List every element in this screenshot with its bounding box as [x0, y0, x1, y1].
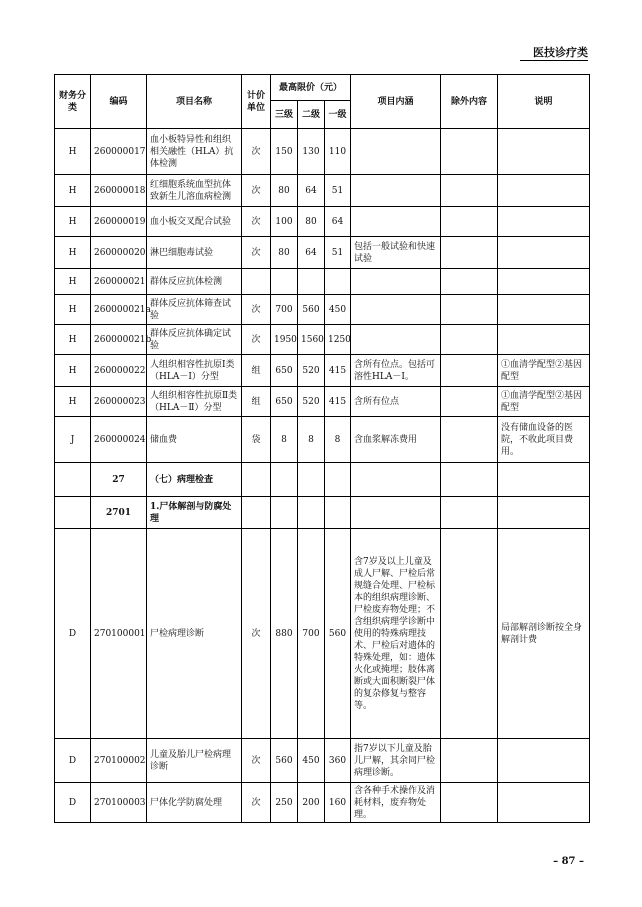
cell-category: D [55, 529, 91, 739]
cell-name: 1.尸体解剖与防腐处理 [147, 497, 242, 529]
cell-exclude [441, 129, 498, 175]
cell-code: 270100001 [91, 529, 147, 739]
cell-code: 260000024 [91, 417, 147, 463]
cell-exclude [441, 387, 498, 417]
cell-price-level2: 8 [298, 417, 325, 463]
cell-content [351, 269, 441, 295]
cell-name: 淋巴细胞毒试验 [147, 237, 242, 269]
cell-price-level1: 415 [325, 387, 351, 417]
cell-unit [242, 497, 271, 529]
cell-price-level3: 880 [271, 529, 298, 739]
cell-category: D [55, 783, 91, 823]
cell-notes [498, 237, 590, 269]
table-row [55, 497, 590, 529]
table-row [55, 387, 590, 417]
cell-notes: 没有储血设备的医院，不收此项目费用。 [498, 417, 590, 463]
cell-category [55, 497, 91, 529]
header-category: 财务分类 [55, 75, 91, 129]
cell-content: 含血浆解冻费用 [351, 417, 441, 463]
cell-category [55, 463, 91, 497]
cell-code: 27 [91, 463, 147, 497]
cell-price-level3: 700 [271, 295, 298, 325]
page-number: – 87 – [553, 856, 584, 867]
cell-price-level3: 560 [271, 739, 298, 783]
cell-category: H [55, 387, 91, 417]
cell-name: 人组织相容性抗原Ⅱ类（HLA－Ⅱ）分型 [147, 387, 242, 417]
table-row [55, 237, 590, 269]
cell-exclude [441, 417, 498, 463]
cell-content [351, 129, 441, 175]
cell-name: 儿童及胎儿尸检病理诊断 [147, 739, 242, 783]
cell-content: 含7岁及以上儿童及成人尸解、尸检后常规缝合处理、尸检标本的组织病理诊断、尸检废弃物处理；不含组织病理学诊断中使用的特殊病理技术、尸检后对遗体的特殊处理，如：遗体火化或掩埋；肢体离断或大面积断裂尸体的复杂修复与整容等。 [351, 529, 441, 739]
cell-content: 含各种手术操作及消耗材料，废弃物处理。 [351, 783, 441, 823]
cell-exclude [441, 783, 498, 823]
header-notes: 说明 [498, 75, 590, 129]
cell-content [351, 207, 441, 237]
cell-unit [242, 269, 271, 295]
header-content: 项目内涵 [351, 75, 441, 129]
cell-price-level3: 650 [271, 387, 298, 417]
table-row [55, 207, 590, 237]
cell-notes [498, 129, 590, 175]
cell-category: H [55, 295, 91, 325]
cell-price-level2: 64 [298, 175, 325, 207]
cell-price-level2: 130 [298, 129, 325, 175]
cell-unit: 次 [242, 175, 271, 207]
cell-price-level1: 8 [325, 417, 351, 463]
cell-notes: 局部解剖诊断按全身解剖计费 [498, 529, 590, 739]
cell-content: 包括一般试验和快速试验 [351, 237, 441, 269]
cell-unit: 次 [242, 783, 271, 823]
table-row [55, 295, 590, 325]
cell-price-level3: 650 [271, 355, 298, 387]
cell-price-level2: 80 [298, 207, 325, 237]
cell-price-level3: 150 [271, 129, 298, 175]
cell-content [351, 325, 441, 355]
cell-content: 指7岁以下儿童及胎儿尸解，其余同尸检病理诊断。 [351, 739, 441, 783]
header-price-group: 最高限价（元） [271, 75, 351, 101]
cell-unit: 次 [242, 739, 271, 783]
cell-exclude [441, 237, 498, 269]
cell-notes [498, 325, 590, 355]
cell-category: H [55, 237, 91, 269]
cell-category: H [55, 325, 91, 355]
cell-code: 260000022 [91, 355, 147, 387]
cell-price-level3: 250 [271, 783, 298, 823]
header-level2: 二级 [298, 101, 325, 129]
cell-category: H [55, 175, 91, 207]
cell-code: 2701 [91, 497, 147, 529]
header-level1: 一级 [325, 101, 351, 129]
cell-price-level3 [271, 463, 298, 497]
cell-price-level1 [325, 269, 351, 295]
cell-price-level1 [325, 497, 351, 529]
section-label: 医技诊疗类 [533, 46, 588, 59]
cell-price-level2: 64 [298, 237, 325, 269]
cell-price-level1 [325, 463, 351, 497]
cell-name: 人组织相容性抗原Ⅰ类（HLA－Ⅰ）分型 [147, 355, 242, 387]
cell-category: H [55, 355, 91, 387]
cell-price-level1: 51 [325, 237, 351, 269]
cell-notes: ①血清学配型②基因配型 [498, 387, 590, 417]
cell-exclude [441, 325, 498, 355]
cell-code: 270100003 [91, 783, 147, 823]
cell-name: 储血费 [147, 417, 242, 463]
cell-exclude [441, 463, 498, 497]
cell-exclude [441, 529, 498, 739]
cell-price-level2: 520 [298, 387, 325, 417]
cell-code: 260000018 [91, 175, 147, 207]
cell-price-level2: 520 [298, 355, 325, 387]
cell-price-level1: 560 [325, 529, 351, 739]
cell-notes [498, 269, 590, 295]
cell-content: 含所有位点。包括可溶性HLA－Ⅰ。 [351, 355, 441, 387]
cell-category: H [55, 129, 91, 175]
cell-code: 260000021b [91, 325, 147, 355]
cell-name: 群体反应抗体筛查试验 [147, 295, 242, 325]
cell-content: 含所有位点 [351, 387, 441, 417]
table-row [55, 129, 590, 175]
cell-unit: 次 [242, 207, 271, 237]
cell-notes [498, 783, 590, 823]
cell-price-level1: 450 [325, 295, 351, 325]
cell-price-level2: 200 [298, 783, 325, 823]
cell-notes [498, 463, 590, 497]
cell-exclude [441, 739, 498, 783]
cell-price-level2: 560 [298, 295, 325, 325]
cell-unit: 次 [242, 237, 271, 269]
cell-exclude [441, 295, 498, 325]
cell-unit: 组 [242, 355, 271, 387]
cell-category: H [55, 207, 91, 237]
table-row [55, 355, 590, 387]
cell-content [351, 175, 441, 207]
table-row [55, 269, 590, 295]
table-body [55, 129, 590, 823]
cell-code: 260000021 [91, 269, 147, 295]
cell-notes [498, 175, 590, 207]
cell-code: 260000019 [91, 207, 147, 237]
cell-category: H [55, 269, 91, 295]
cell-price-level1: 110 [325, 129, 351, 175]
table-row [55, 783, 590, 823]
cell-price-level2 [298, 269, 325, 295]
cell-content [351, 463, 441, 497]
header-name: 项目名称 [147, 75, 242, 129]
section-rule [520, 60, 588, 61]
cell-price-level2: 450 [298, 739, 325, 783]
cell-price-level1: 360 [325, 739, 351, 783]
cell-exclude [441, 497, 498, 529]
table-row [55, 739, 590, 783]
header-unit: 计价单位 [242, 75, 271, 129]
cell-exclude [441, 207, 498, 237]
cell-unit: 次 [242, 129, 271, 175]
cell-price-level3: 80 [271, 175, 298, 207]
cell-name: 尸体化学防腐处理 [147, 783, 242, 823]
cell-category: J [55, 417, 91, 463]
cell-name: 血小板特异性和组织相关融性（HLA）抗体检测 [147, 129, 242, 175]
cell-code: 260000023 [91, 387, 147, 417]
cell-exclude [441, 355, 498, 387]
table-row [55, 325, 590, 355]
cell-unit: 次 [242, 325, 271, 355]
cell-price-level3: 8 [271, 417, 298, 463]
cell-unit: 次 [242, 295, 271, 325]
cell-exclude [441, 175, 498, 207]
header-row-1 [55, 75, 590, 101]
table-row [55, 175, 590, 207]
table-row [55, 417, 590, 463]
cell-price-level2: 700 [298, 529, 325, 739]
cell-notes [498, 295, 590, 325]
cell-unit: 袋 [242, 417, 271, 463]
cell-notes [498, 739, 590, 783]
cell-code: 260000017 [91, 129, 147, 175]
cell-name: 群体反应抗体确定试验 [147, 325, 242, 355]
cell-price-level2: 1560 [298, 325, 325, 355]
cell-price-level1: 51 [325, 175, 351, 207]
cell-exclude [441, 269, 498, 295]
header-exclude: 除外内容 [441, 75, 498, 129]
cell-price-level1: 160 [325, 783, 351, 823]
cell-category: D [55, 739, 91, 783]
cell-name: 血小板交叉配合试验 [147, 207, 242, 237]
cell-code: 260000020 [91, 237, 147, 269]
cell-price-level3 [271, 497, 298, 529]
cell-price-level1: 64 [325, 207, 351, 237]
cell-code: 270100002 [91, 739, 147, 783]
cell-content [351, 295, 441, 325]
cell-code: 260000021a [91, 295, 147, 325]
cell-price-level2 [298, 463, 325, 497]
cell-name: （七）病理检查 [147, 463, 242, 497]
cell-notes [498, 207, 590, 237]
header-code: 编码 [91, 75, 147, 129]
cell-price-level3: 80 [271, 237, 298, 269]
cell-price-level1: 1250 [325, 325, 351, 355]
cell-unit: 组 [242, 387, 271, 417]
cell-name: 尸检病理诊断 [147, 529, 242, 739]
cell-price-level1: 415 [325, 355, 351, 387]
table-row [55, 529, 590, 739]
cell-notes: ①血清学配型②基因配型 [498, 355, 590, 387]
cell-price-level3 [271, 269, 298, 295]
cell-unit: 次 [242, 529, 271, 739]
cell-notes [498, 497, 590, 529]
cell-price-level3: 1950 [271, 325, 298, 355]
cell-unit [242, 463, 271, 497]
cell-price-level2 [298, 497, 325, 529]
cell-content [351, 497, 441, 529]
cell-price-level3: 100 [271, 207, 298, 237]
cell-name: 红细胞系统血型抗体致新生儿溶血病检测 [147, 175, 242, 207]
header-level3: 三级 [271, 101, 298, 129]
fee-table [54, 74, 590, 823]
table-row [55, 463, 590, 497]
cell-name: 群体反应抗体检测 [147, 269, 242, 295]
